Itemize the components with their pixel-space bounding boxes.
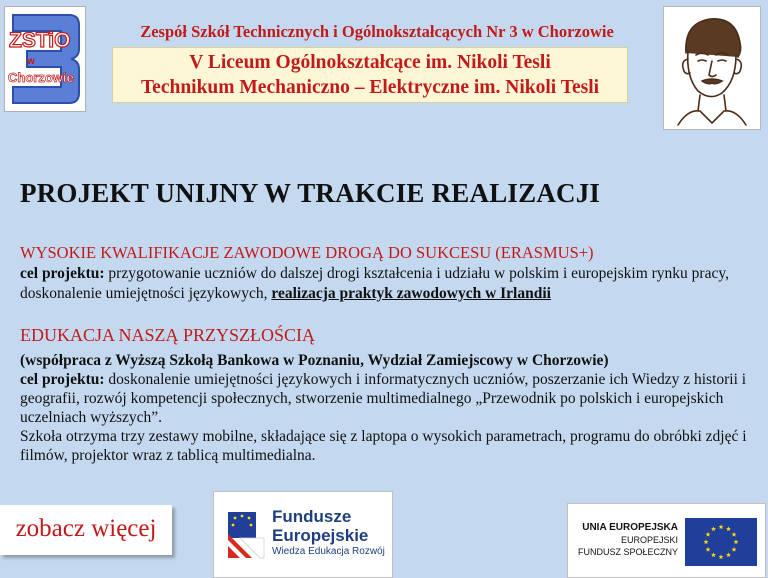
funds-flag-icon [226,508,266,560]
project2-goal-text: doskonalenie umiejętności językowych i informatycznych uczniów, poszerzanie ich Wiedzy z historii i geografii, rozwój kompetencji społecznych, stworzenie multimedialnego „Przewodnik po polskich i europejskich uczelniach wyższych”. [20,371,747,426]
project1-goal-label: cel projektu: [20,265,105,282]
project1-description [20,264,750,304]
logo-text-chorzowie: Chorzowie [8,70,74,85]
project1-goal-highlight: realizacja praktyk zawodowych w Irlandii [271,285,551,302]
project1-title: WYSOKIE KWALIFIKACJE ZAWODOWE DROGĄ DO SUKCESU (ERASMUS+) [20,243,594,262]
eu-flag-icon [685,518,757,566]
logo-text-w: w [27,56,35,67]
logo-text-zstio: ZSTiO [9,29,71,52]
unit-lyceum: V Liceum Ogólnokształcące im. Nikoli Tesli [189,52,551,73]
see-more-button[interactable]: zobacz więcej [0,505,172,555]
funds-logo [213,491,393,578]
school-logo [4,6,86,112]
funds-logo-line1: Fundusze [272,507,352,526]
funds-logo-line3: Wiedza Edukacja Rozwój [272,546,385,557]
project2-title: EDUKACJA NASZĄ PRZYSZŁOŚCIĄ [20,325,316,345]
unit-technikum: Technikum Mechaniczno – Elektryczne im. Nikoli Tesli [140,77,600,98]
school-name: Zespół Szkół Technicznych i Ogólnokształcących Nr 3 w Chorzowie [140,22,614,41]
project1-goal-text: przygotowanie uczniów do dalszej drogi kształcenia i udziału w polskim i europejskim rynku pracy, doskonalenie umiejętności językowych, [20,265,729,302]
eu-logo-line2: EUROPEJSKI [620,535,678,545]
project2-partner: (współpraca z Wyższą Szkołą Bankowa w Poznaniu, Wydział Zamiejscowy w Chorzowie) [20,352,609,369]
project2-description [20,351,750,465]
funds-logo-line2: Europejskie [272,526,369,545]
funds-logo-text [272,507,385,559]
main-title: PROJEKT UNIJNY W TRAKCIE REALIZACJI [20,178,601,208]
school-units-box [112,47,628,103]
project2-result-text: Szkoła otrzyma trzy zestawy mobilne, składające się z laptopa o wysokich parametrach, programu do obróbki zdjęć i filmów, projektor wraz z tablicą multimedialna. [20,428,747,464]
tesla-portrait [663,6,761,130]
eu-logo [567,503,766,578]
eu-logo-text [578,522,678,558]
eu-logo-line3: FUNDUSZ SPOŁECZNY [577,547,678,557]
project2-goal-label: cel projektu: [20,371,105,388]
eu-logo-line1: UNIA EUROPEJSKA [582,522,678,533]
